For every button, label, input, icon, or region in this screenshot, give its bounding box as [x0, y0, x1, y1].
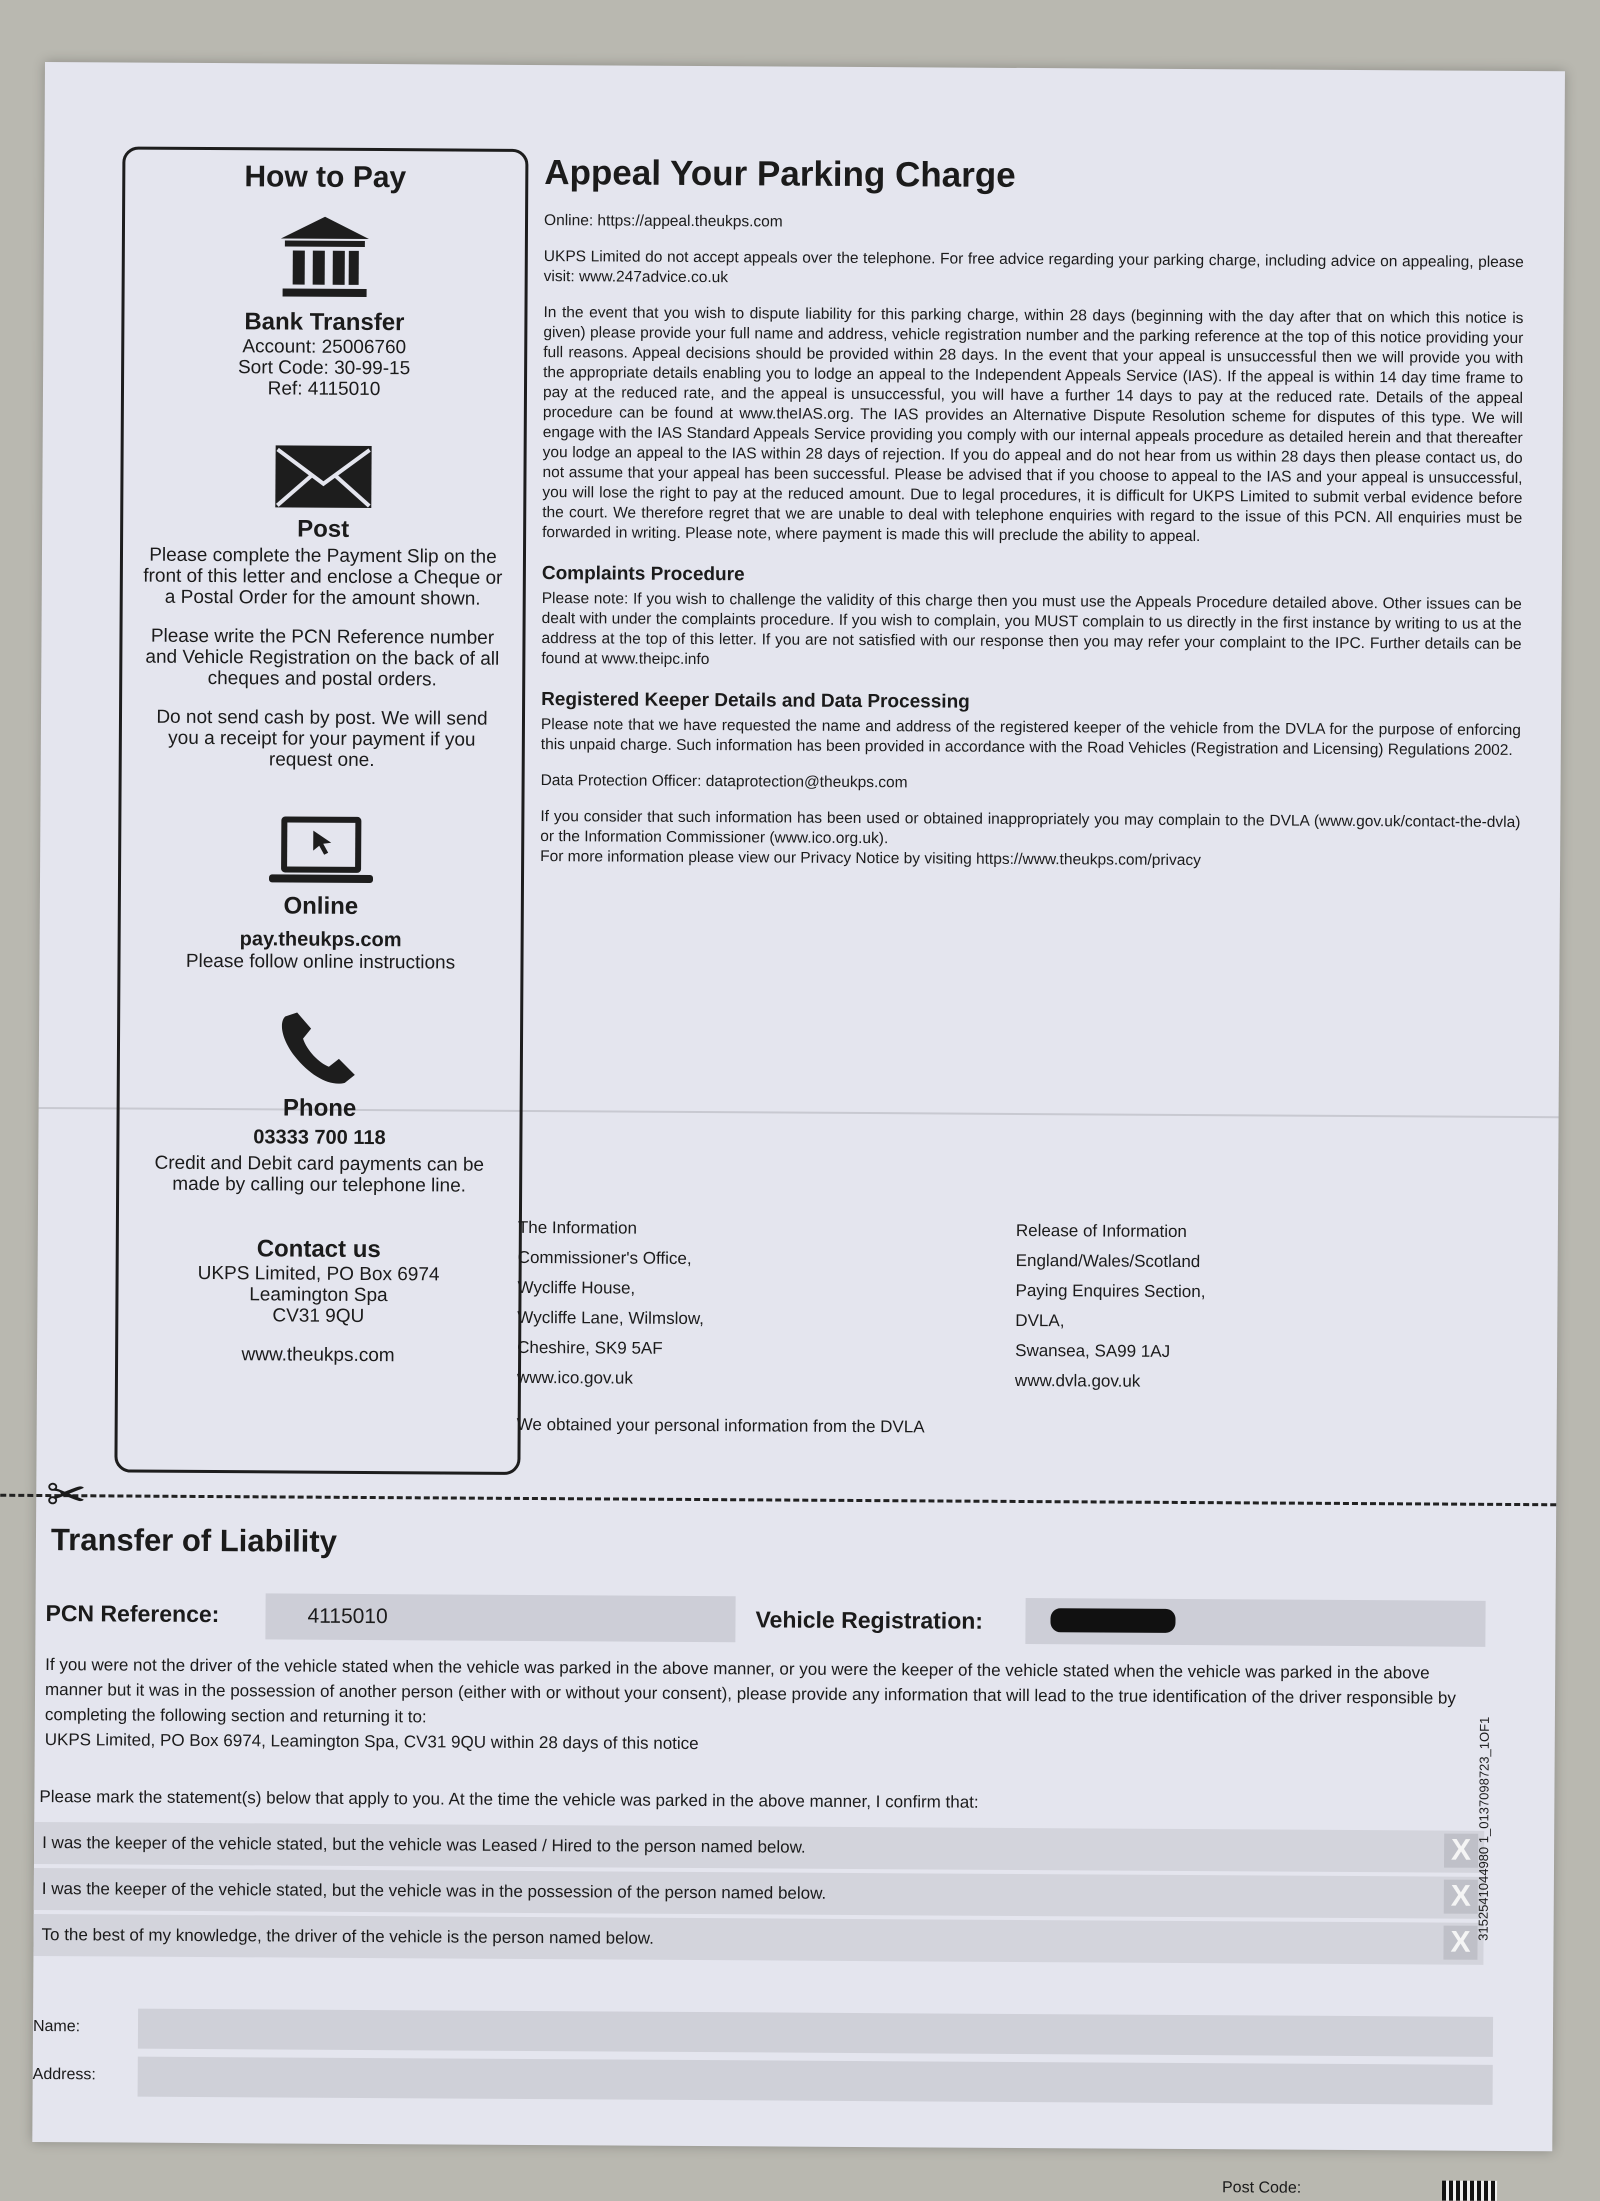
appeal-online-url[interactable]: Online: https://appeal.theukps.com — [543, 212, 783, 231]
dvla-address-line: Paying Enquires Section, — [1015, 1280, 1206, 1302]
ico-website[interactable]: www.ico.gov.uk — [516, 1367, 633, 1388]
bank-icon — [277, 212, 374, 303]
address-row — [33, 2056, 1493, 2105]
post-text-1: Please complete the Payment Slip on the front of this letter and enclose a Cheque or a Postal Order for the amount shown. — [143, 544, 503, 610]
contact-line-1: UKPS Limited, PO Box 6974 — [197, 1262, 440, 1286]
online-instructions: Please follow online instructions — [185, 950, 456, 974]
post-text-2: Please write the PCN Reference number and Vehicle Registration on the back of all cheques and postal orders. — [145, 625, 500, 691]
dvla-address-line: Swansea, SA99 1AJ — [1015, 1340, 1171, 1361]
keeper-heading: Registered Keeper Details and Data Processing — [541, 689, 970, 713]
envelope-icon — [273, 443, 373, 510]
ico-address — [517, 1213, 705, 1394]
online-heading: Online — [283, 892, 359, 920]
bank-ref: Ref: 4115010 — [267, 378, 381, 401]
scissors-icon: ✂ — [46, 1469, 87, 1523]
contact-line-2: Leamington Spa — [249, 1284, 388, 1307]
name-row — [33, 2008, 1493, 2057]
phone-number[interactable]: 03333 700 118 — [253, 1126, 386, 1150]
online-payment-url[interactable]: pay.theukps.com — [239, 928, 402, 952]
complaints-heading: Complaints Procedure — [541, 563, 745, 586]
qr-code-icon — [1442, 2181, 1497, 2201]
transfer-title: Transfer of Liability — [50, 1522, 338, 1559]
bank-sort-code: Sort Code: 30-99-15 — [237, 357, 411, 380]
transfer-instructions — [45, 1652, 1486, 1761]
consider-text-1: If you consider that such information has been used or obtained inappropriately you may complain to the DVLA (www.gov.uk/contact-the-dvla) or the Information Commissioner (www.ico.org.uk). — [540, 808, 1521, 848]
online-section — [120, 813, 521, 973]
name-label: Name: — [32, 2017, 81, 2036]
transfer-text: If you were not the driver of the vehicle stated when the vehicle was parked in the above manner, or you were the keeper of the vehicle stated when the vehicle was parked in the above manner but it was in the possession of another person (either with or without your consent), please provide any information that will lead to the true identification of the driver responsible by completing the following section and returning it to: — [44, 1655, 1456, 1727]
bank-transfer-section — [124, 211, 525, 400]
address-label: Address: — [32, 2065, 96, 2084]
parking-notice-page — [32, 62, 1565, 2197]
phone-heading: Phone — [282, 1094, 357, 1122]
laptop-icon — [269, 814, 373, 887]
dvla-address-line: England/Wales/Scotland — [1015, 1250, 1201, 1272]
statement-leased[interactable] — [34, 1822, 1484, 1873]
ico-address-line: Cheshire, SK9 5AF — [517, 1337, 663, 1358]
postcode-label: Post Code: — [1221, 2179, 1302, 2197]
dvla-address — [1015, 1216, 1206, 1397]
name-input[interactable] — [138, 2009, 1493, 2057]
post-section — [122, 442, 524, 771]
statement-possession[interactable] — [34, 1868, 1484, 1919]
barcode-number: 3152541044980 1_0137098723_1OF1 — [1475, 1716, 1492, 1941]
bank-transfer-heading: Bank Transfer — [244, 308, 405, 337]
how-to-pay-box — [114, 146, 528, 1474]
return-address: UKPS Limited, PO Box 6974, Leamington Spa, CV31 9QU within 28 days of this notice — [44, 1730, 699, 1754]
contact-heading: Contact us — [256, 1235, 381, 1264]
pcn-reference-value: 4115010 — [265, 1593, 735, 1642]
contact-line-3: CV31 9QU — [272, 1305, 365, 1327]
vehicle-registration-field — [1025, 1598, 1485, 1647]
appeal-title: Appeal Your Parking Charge — [544, 153, 1016, 195]
contact-section — [118, 1234, 519, 1366]
ico-address-line: Commissioner's Office, — [517, 1247, 692, 1268]
mark-intro: Please mark the statement(s) below that apply to you. At the time the vehicle was parked in the above manner, I confirm that: — [39, 1786, 979, 1812]
statement-checkbox[interactable]: X — [1443, 1926, 1477, 1960]
ico-address-line: Wycliffe House, — [517, 1277, 636, 1298]
redaction-mark — [1050, 1608, 1175, 1633]
dvla-address-line: DVLA, — [1015, 1310, 1065, 1331]
dvla-source-note: We obtained your personal information from the DVLA — [516, 1414, 925, 1437]
complaints-text: Please note: If you wish to challenge the validity of this charge then you must use the Appeals Procedure detailed above. Other issues can be dealt with under the complaints procedure. If you wish to complain, you MUST complain to us directly in the first instance by writing to us at the address at the top of this letter. If you are not satisfied with our response then you may refer your complaint to the IPC. Further details can be found at www.theipc.info — [541, 590, 1522, 669]
phone-text: Credit and Debit card payments can be made by calling our telephone line. — [154, 1152, 485, 1197]
vehicle-registration-label: Vehicle Registration: — [755, 1606, 984, 1634]
keeper-text: Please note that we have requested the name and address of the registered keeper of the vehicle from the DVLA for the purpose of enforcing this unpaid charge. Such information has been provided in accordance with the Road Vehicles (Registration and Licensing) Regulations 2002. — [540, 716, 1521, 759]
reference-row — [45, 1592, 1495, 1649]
pcn-reference-label: PCN Reference: — [45, 1600, 220, 1628]
appeal-section — [540, 153, 1524, 889]
statement-text: To the best of my knowledge, the driver of the vehicle is the person named below. — [41, 1925, 654, 1948]
dpo-text: Data Protection Officer: dataprotection@theukps.com — [540, 772, 908, 792]
post-heading: Post — [297, 515, 350, 543]
cut-line — [0, 1494, 1556, 1507]
phone-section — [119, 1007, 520, 1196]
contact-website[interactable]: www.theukps.com — [241, 1344, 395, 1367]
statement-checkbox[interactable]: X — [1444, 1834, 1478, 1868]
dvla-address-line: Release of Information — [1015, 1220, 1187, 1241]
appeal-para-1: UKPS Limited do not accept appeals over the telephone. For free advice regarding your parking charge, including advice on appealing, please visit: www.247advice.co.uk — [543, 248, 1524, 287]
appeal-para-2: In the event that you wish to dispute liability for this parking charge, within 28 days (beginning with the day after that on which this notice is given) please provide your full name and address, vehicle registration number and the parking reference at the top of this notice providing your full reasons. Appeal decisions should be provided within 28 days. In the event that your appeal is unsuccessful then we will provide you with the appropriate details enabling you to lodge an appeal to the Independent Appeals Service (IAS). If the appeal is within 14 day time frame to pay at the reduced rate, and the appeal is unsuccessful, you will have a further 14 days to pay at the reduced rate. Details of the appeal procedure can be found at www.theIAS.org. The IAS provides an Alternative Dispute Resolution scheme for disputes of this type. We will engage with the IAS Standard Appeals Service providing you comply with our internal appeals procedure as detailed herein and that thereafter you lodge an appeal to the IAS within 28 days of rejection. If you do appeal and do not hear from us within 28 days then please contact us, do not assume that your appeal has been successful. Please be advised that if you choose to appeal to the IAS and your appeal is unsuccessful, you will lose the right to pay at the reduced amount. Due to legal procedures, it is difficult for UKPS Limited to submit verbal evidence before the court. We therefore regret that we are unable to deal with telephone enquiries with regard to the issue of this PCN. All enquiries must be forwarded in writing. Please note, where payment is made this will preclude the ability to appeal. — [542, 304, 1524, 546]
statement-text: I was the keeper of the vehicle stated, but the vehicle was in the possession of the person named below. — [41, 1879, 827, 1903]
how-to-pay-title: How to Pay — [244, 160, 407, 195]
ico-address-line: The Information — [517, 1217, 638, 1238]
bank-account: Account: 25006760 — [242, 336, 407, 359]
post-text-3: Do not send cash by post. We will send you a receipt for your payment if you request one. — [156, 706, 488, 772]
address-input[interactable] — [138, 2057, 1493, 2105]
consider-text-2: For more information please view our Privacy Notice by visiting https://www.theukps.com/privacy — [540, 848, 1201, 870]
phone-icon — [275, 1008, 365, 1089]
statement-text: I was the keeper of the vehicle stated, but the vehicle was Leased / Hired to the person named below. — [42, 1833, 806, 1857]
ico-address-line: Wycliffe Lane, Wilmslow, — [517, 1307, 704, 1329]
statement-driver[interactable] — [33, 1914, 1483, 1965]
statement-checkbox[interactable]: X — [1444, 1880, 1478, 1914]
dvla-website[interactable]: www.dvla.gov.uk — [1014, 1370, 1141, 1391]
